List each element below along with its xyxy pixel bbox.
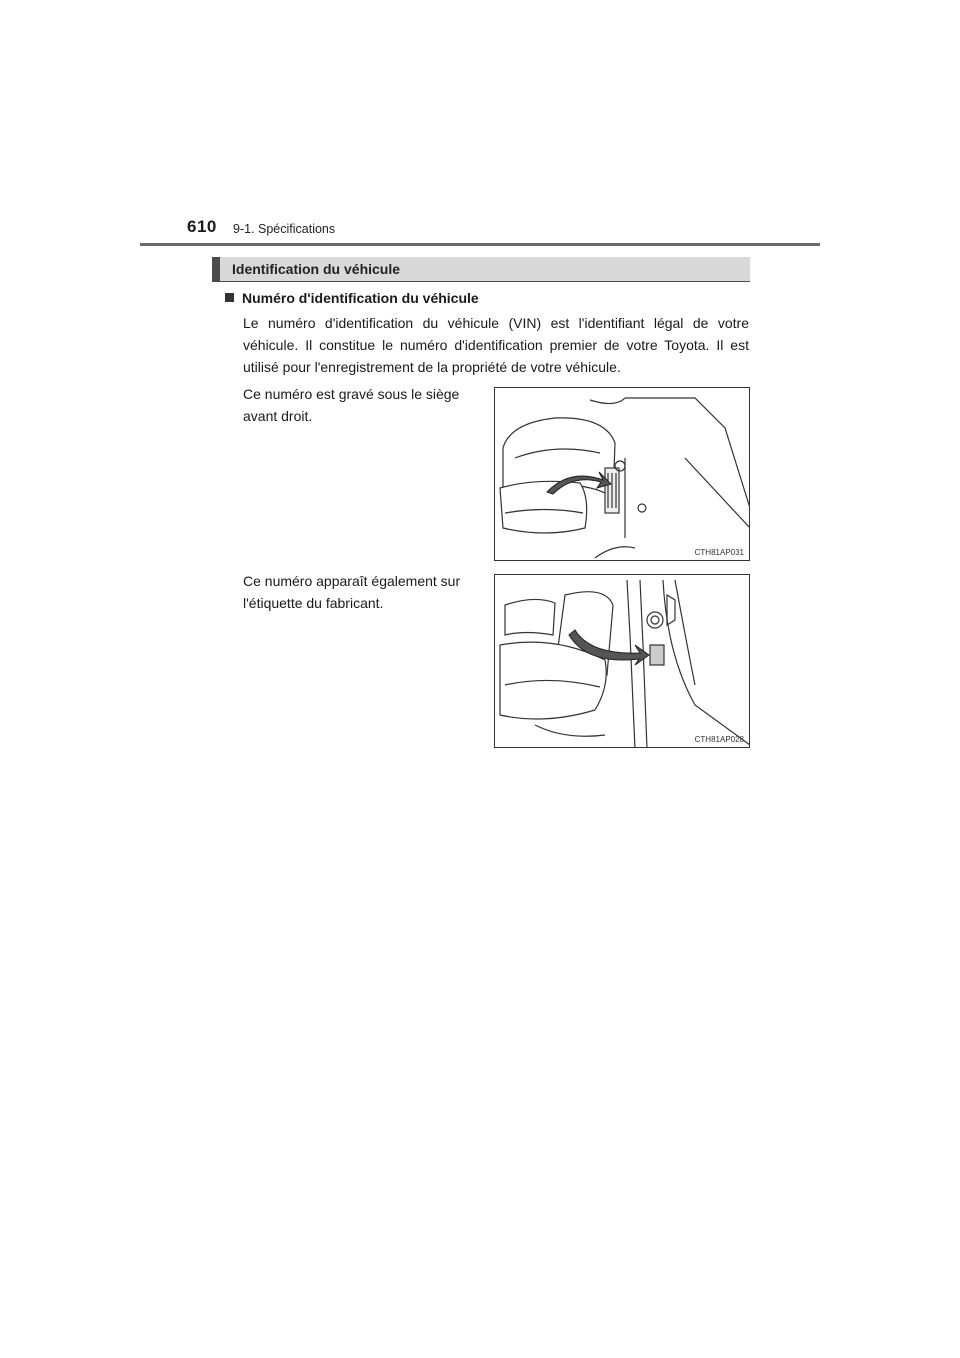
figure-code: CTH81AP031 xyxy=(694,548,744,557)
chapter-title: 9-1. Spécifications xyxy=(233,222,336,236)
figure-code: CTH81AP028 xyxy=(694,735,744,744)
item-1-text: Ce numéro est gravé sous le siège avant droit. xyxy=(243,386,460,424)
subsection-heading-text: Numéro d'identification du véhicule xyxy=(242,290,479,306)
header-divider xyxy=(140,243,820,246)
section-title: Identification du véhicule xyxy=(232,261,401,277)
door-pillar-illustration xyxy=(495,575,750,748)
under-seat-illustration xyxy=(495,388,750,561)
figure-manufacturer-label xyxy=(494,574,750,748)
square-bullet-icon xyxy=(225,293,234,302)
item-2-text: Ce numéro apparaît également sur l'étiquette du fabricant. xyxy=(243,573,461,611)
page-number: 610 xyxy=(187,217,217,236)
section-header xyxy=(212,257,750,282)
figure-under-seat-vin xyxy=(494,387,750,561)
intro-paragraph: Le numéro d'identification du véhicule (VIN) est l'identifiant légal de votre véhicule. Il constitue le numéro d'identification premier de votre Toyota. Il est utilisé pour l'enregistrement de la propriété de votre véhicule. xyxy=(243,315,749,375)
subsection-heading xyxy=(225,290,479,306)
